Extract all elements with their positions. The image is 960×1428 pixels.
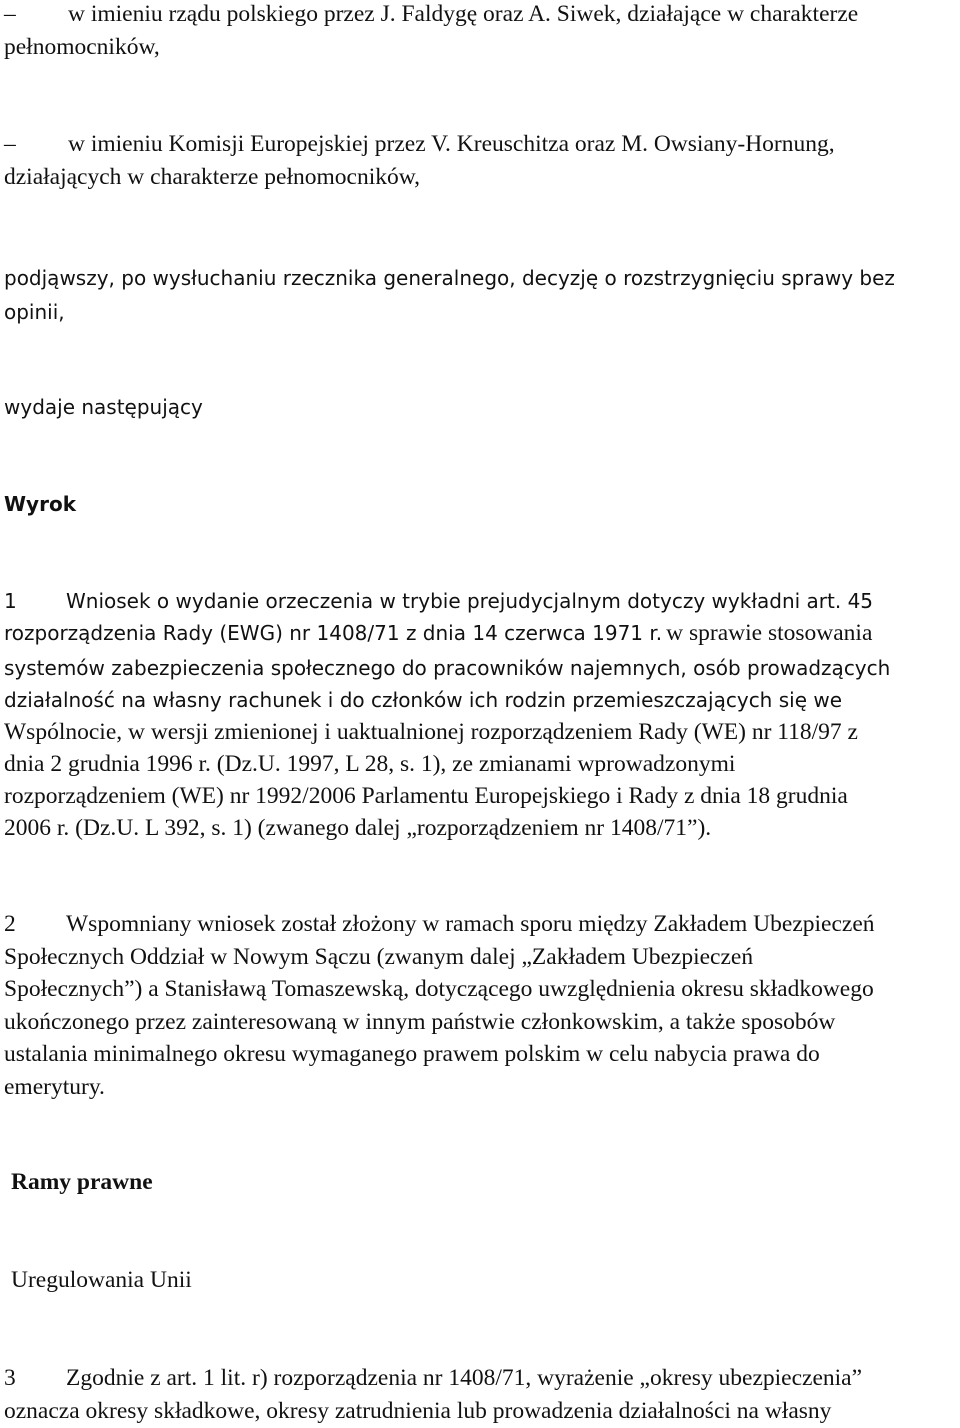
text-content: w imieniu Komisji Europejskiej przez V. Kreuschitza oraz M. Owsiany‑Hornung,: [68, 131, 835, 157]
text-content: w imieniu rządu polskiego przez J. Faldygę oraz A. Siwek, działające w charakterze: [68, 1, 859, 27]
paragraph-point-1: [4, 585, 956, 844]
eu-law-heading: [11, 1263, 960, 1297]
text-content: rozporządzenia Rady (EWG) nr 1408/71 z dnia 14 czerwca 1971 r.: [4, 621, 663, 645]
text-line: ustalania minimalnego okresu wymaganego prawem polskim w celu nabycia prawa do: [4, 1041, 820, 1067]
text-line: Wspólnocie, w wersji zmienionej i uaktualnionej rozporządzeniem Rady (WE) nr 118/97 z: [4, 719, 858, 745]
text-line: Społecznych Oddział w Nowym Sączu (zwanym dalej „Zakładem Ubezpieczeń: [4, 943, 754, 970]
text-line: [4, 617, 956, 652]
legal-framework-heading: [11, 1165, 960, 1199]
text-line: [4, 1362, 956, 1395]
paragraph-rep-poland: [4, 0, 956, 64]
heading-text: Wyrok: [4, 492, 77, 516]
text-line: rozporządzeniem (WE) nr 1992/2006 Parlamentu Europejskiego i Rady z dnia 18 grudnia: [4, 783, 848, 809]
paragraph-advocate-general: [4, 261, 956, 329]
text-line: [4, 585, 956, 617]
judgment-heading: [4, 487, 956, 521]
paragraph-issues: [4, 390, 956, 424]
heading-text: Ramy prawne: [11, 1169, 153, 1195]
text-line: [4, 0, 956, 31]
text-content: Wniosek o wydanie orzeczenia w trybie prejudycjalnym dotyczy wykładni art. 45: [66, 589, 874, 613]
text-line: opinii,: [4, 300, 65, 324]
text-content: Wspomniany wniosek został złożony w ramach sporu między Zakładem Ubezpieczeń: [66, 911, 875, 937]
paragraph-point-3: [4, 1362, 956, 1428]
text-content: Zgodnie z art. 1 lit. r) rozporządzenia nr 1408/71, wyrażenie „okresy ubezpieczenia”: [66, 1365, 863, 1391]
text-line: podjąwszy, po wysłuchaniu rzecznika generalnego, decyzję o rozstrzygnięciu sprawy bez: [4, 266, 895, 290]
paragraph-point-2: [4, 908, 956, 1103]
text-line: systemów zabezpieczenia społecznego do pracowników najemnych, osób prowadzących: [4, 656, 891, 680]
text-line: działalność na własny rachunek i do członków ich rodzin przemieszczających się we: [4, 688, 843, 712]
text-line: [4, 128, 956, 161]
text-line: działających w charakterze pełnomocników,: [4, 164, 421, 190]
list-dash: –: [4, 131, 16, 157]
text-line: Społecznych”) a Stanisławą Tomaszewską, dotyczącego uwzględnienia okresu składkowego: [4, 976, 874, 1002]
paragraph-number: 1: [4, 589, 17, 613]
text-line: wydaje następujący: [4, 395, 203, 419]
paragraph-number: 3: [4, 1365, 16, 1391]
list-dash: –: [4, 1, 16, 27]
text-line: [4, 908, 956, 941]
text-content: w sprawie stosowania: [666, 620, 873, 646]
text-line: pełnomocników,: [4, 34, 160, 60]
text-line: 2006 r. (Dz.U. L 392, s. 1) (zwanego dalej „rozporządzeniem nr 1408/71”).: [4, 815, 712, 841]
paragraph-number: 2: [4, 911, 16, 937]
text-line: ukończonego przez zainteresowaną w innym państwie członkowskim, a także sposobów: [4, 1008, 836, 1035]
heading-text: Uregulowania Unii: [11, 1267, 192, 1293]
paragraph-rep-commission: [4, 128, 956, 194]
text-line: emerytury.: [4, 1073, 105, 1100]
text-line: oznacza okresy składkowe, okresy zatrudnienia lub prowadzenia działalności na własny: [4, 1398, 832, 1424]
text-line: dnia 2 grudnia 1996 r. (Dz.U. 1997, L 28, s. 1), ze zmianami wprowadzonymi: [4, 751, 736, 777]
